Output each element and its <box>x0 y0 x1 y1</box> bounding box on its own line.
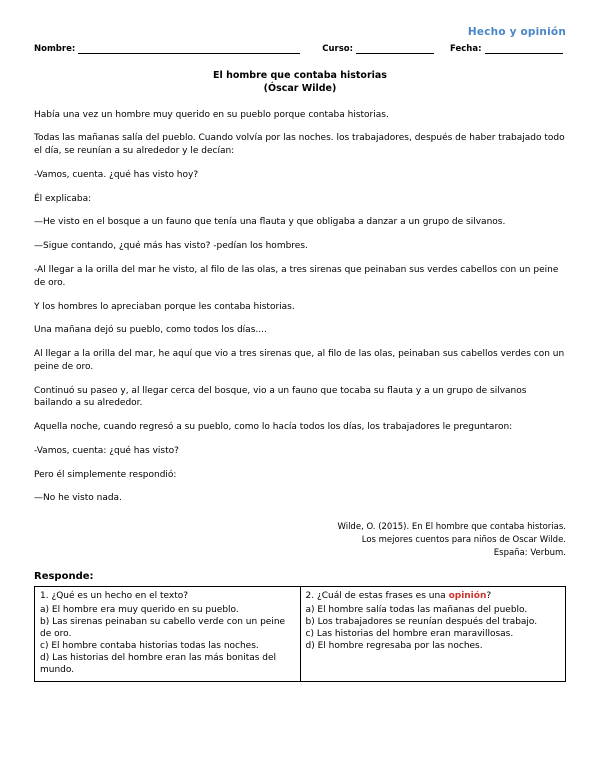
story-paragraph: Pero él simplemente respondió: <box>34 469 177 480</box>
source-citation <box>34 521 566 559</box>
table-row <box>35 587 566 682</box>
story-title: El hombre que contaba historias <box>213 70 387 81</box>
date-field[interactable] <box>450 44 562 54</box>
story-paragraph: Al llegar a la orilla del mar, he aquí que vio a tres sirenas que, al filo de las olas, peinaban sus cabellos verdes con un peine de oro. <box>34 349 565 372</box>
question-1-option-d[interactable]: d) Las historias del hombre eran las más bonitas del mundo. <box>40 653 277 676</box>
question-2-option-b[interactable]: b) Los trabajadores se reunían después del trabajo. <box>305 616 538 627</box>
course-field[interactable] <box>322 44 434 54</box>
story-paragraph: Había una vez un hombre muy querido en su pueblo porque contaba historias. <box>34 109 389 120</box>
story-paragraph: -Al llegar a la orilla del mar he visto, al filo de las olas, a tres sirenas que peinaban sus verdes cabellos con un peine de oro. <box>34 264 559 288</box>
question-2-option-d[interactable]: d) El hombre regresaba por las noches. <box>305 640 483 651</box>
worksheet-topic-tag: Hecho y opinión <box>467 26 566 38</box>
question-2-suffix: ? <box>486 591 492 602</box>
date-input-line[interactable] <box>485 44 563 54</box>
question-cell-1 <box>35 587 301 682</box>
responde-heading: Responde: <box>34 571 94 583</box>
story-paragraph: —He visto en el bosque a un fauno que tenía una flauta y que obligaba a danzar a un grupo de silvanos. <box>34 217 506 228</box>
course-input-line[interactable] <box>356 44 434 54</box>
story-body <box>34 109 566 506</box>
question-2-option-c[interactable]: c) Las historias del hombre eran maravillosas. <box>305 628 514 639</box>
story-paragraph: Y los hombres lo apreciaban porque les contaba historias. <box>34 301 295 312</box>
story-paragraph: -Vamos, cuenta: ¿qué has visto? <box>34 445 179 456</box>
student-identity-row <box>34 44 566 54</box>
question-1-text: 1. ¿Qué es un hecho en el texto? <box>40 591 189 602</box>
questions-table <box>34 586 566 682</box>
name-input-line[interactable] <box>78 44 300 54</box>
question-2-prefix: 2. ¿Cuál de estas frases es una <box>305 591 449 602</box>
story-paragraph: Aquella noche, cuando regresó a su pueblo, como lo hacía todos los días, los trabajadores le preguntaron: <box>34 422 513 433</box>
story-paragraph: Una mañana dejó su pueblo, como todos los días.... <box>34 325 267 336</box>
date-label: Fecha: <box>450 44 482 54</box>
story-author: (Óscar Wilde) <box>263 82 337 94</box>
story-paragraph: —No he visto nada. <box>34 493 122 504</box>
story-paragraph: —Sigue contando, ¿qué más has visto? -pedían los hombres. <box>34 241 308 252</box>
citation-line: Los mejores cuentos para niños de Oscar Wilde. <box>361 534 566 545</box>
question-1-option-c[interactable]: c) El hombre contaba historias todas las noches. <box>40 640 259 651</box>
question-2-text <box>306 590 561 602</box>
citation-line: Wilde, O. (2015). En El hombre que contaba historias. <box>337 522 566 533</box>
story-title-block <box>34 70 566 96</box>
course-label: Curso: <box>322 44 354 54</box>
story-paragraph: Él explicaba: <box>34 193 92 204</box>
name-field[interactable] <box>34 44 300 54</box>
question-2-option-a[interactable]: a) El hombre salía todas las mañanas del pueblo. <box>305 604 528 615</box>
question-1-option-b[interactable]: b) Las sirenas peinaban su cabello verde con un peine de oro. <box>40 616 286 639</box>
story-paragraph: -Vamos, cuenta. ¿qué has visto hoy? <box>34 169 199 180</box>
question-cell-2 <box>300 587 566 682</box>
citation-line: España: Verbum. <box>493 547 566 558</box>
name-label: Nombre: <box>34 44 76 54</box>
story-paragraph: Continuó su paseo y, al llegar cerca del bosque, vio a un fauno que tocaba su flauta y a un grupo de silvanos bailando a su alrededor. <box>34 385 527 409</box>
question-2-highlight: opinión <box>448 591 487 602</box>
question-1-option-a[interactable]: a) El hombre era muy querido en su pueblo. <box>40 604 239 615</box>
story-paragraph: Todas las mañanas salía del pueblo. Cuando volvía por las noches. los trabajadores, después de haber trabajado todo el día, se reunían a su alrededor y le decían: <box>34 133 565 157</box>
